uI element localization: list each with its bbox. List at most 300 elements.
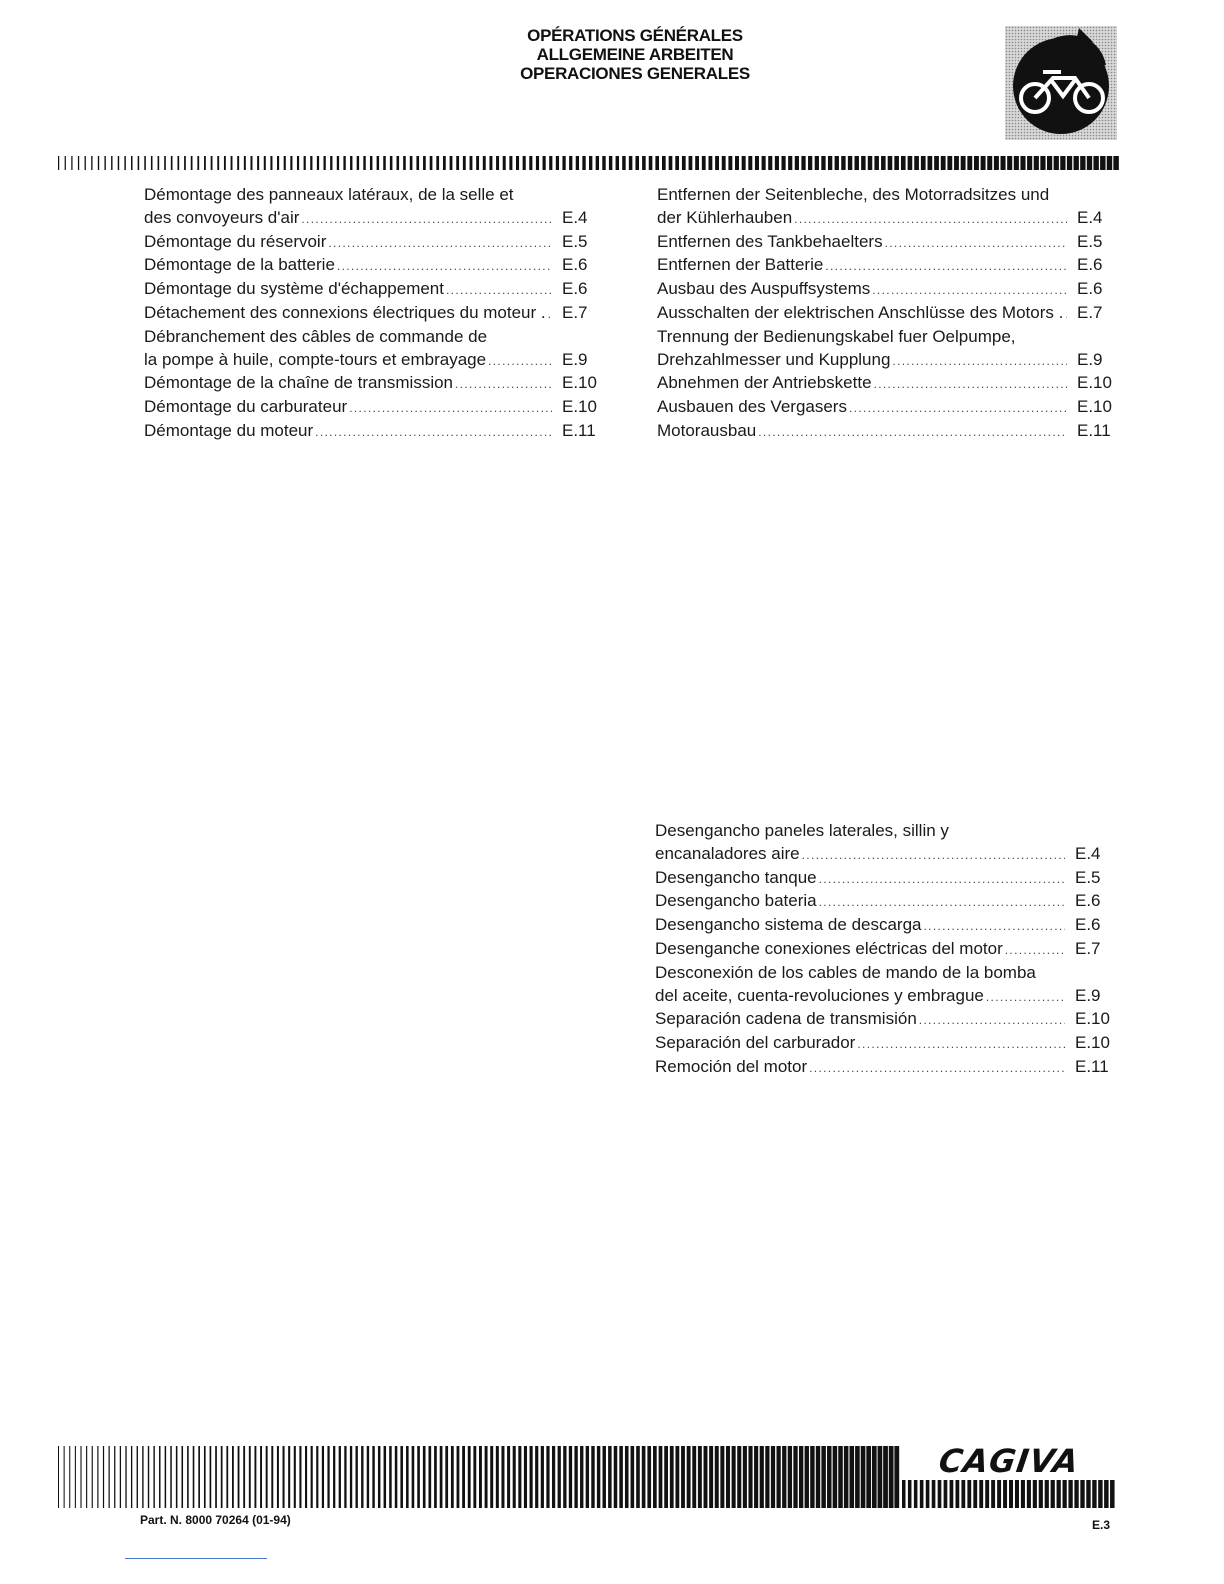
toc-entry-title: Desengancho tanque [655, 867, 817, 887]
toc-entry-line [655, 1056, 1121, 1080]
barcode-bar [681, 1446, 685, 1508]
barcode-bar [562, 156, 565, 170]
barcode-bar [204, 156, 206, 170]
barcode-bar [490, 1446, 493, 1508]
barcode-bar [821, 1446, 825, 1508]
barcode-bar [445, 1446, 448, 1508]
barcode-bar [244, 156, 246, 170]
barcode-bar [622, 156, 626, 170]
barcode-bar [586, 1446, 589, 1508]
barcode-bar [535, 1446, 538, 1508]
toc-entry-line [655, 1032, 1121, 1056]
toc-entry-line [657, 207, 1123, 231]
barcode-bar [284, 156, 286, 170]
toc-entry-title: der Kühlerhauben [657, 207, 793, 227]
toc-entry-page: E.7 [1075, 938, 1101, 958]
barcode-bar [243, 1446, 245, 1508]
toc-entry-page: E.7 [562, 302, 588, 322]
barcode-bar [994, 156, 999, 170]
dot-leader [885, 232, 1067, 255]
barcode-bar [921, 156, 926, 170]
barcode-bar [861, 1446, 866, 1508]
barcode-bar [69, 1446, 70, 1508]
dot-leader [315, 421, 552, 444]
barcode-bar [743, 1446, 747, 1508]
toc-entry-line [655, 985, 1121, 1009]
barcode-bar [92, 1446, 93, 1508]
barcode-bar [775, 156, 779, 170]
toc-entry [655, 1056, 1121, 1080]
barcode-bar [434, 1446, 437, 1508]
barcode-bar [558, 1446, 561, 1508]
barcode-bar [524, 1446, 527, 1508]
barcode-bar [58, 1446, 59, 1508]
barcode-bar [974, 156, 979, 170]
barcode-bar [485, 1446, 488, 1508]
barcode-bar [65, 156, 66, 170]
toc-entry-title: Entfernen der Seitenbleche, des Motorradsitzes und [657, 185, 1050, 204]
barcode-bar [702, 156, 706, 170]
dot-leader [328, 232, 552, 255]
barcode-bar [608, 1446, 612, 1508]
barcode-bar [288, 1446, 290, 1508]
barcode-bar [715, 156, 719, 170]
barcode-bar [908, 156, 913, 170]
toc-entry-title: Démontage du moteur [144, 420, 314, 440]
barcode-bar [238, 1446, 240, 1508]
barcode-bar [878, 1446, 883, 1508]
barcode-bar [609, 156, 612, 170]
toc-entry [657, 231, 1123, 255]
barcode-bar [926, 1480, 930, 1508]
toc-entry-line [657, 420, 1123, 444]
barcode-bar [625, 1446, 629, 1508]
barcode-bar [872, 1446, 877, 1508]
barcode-bar [709, 1446, 713, 1508]
barcode-bar [801, 156, 805, 170]
toc-entry-title: Abnehmen der Antriebskette [657, 373, 872, 393]
toc-entry-title: Démontage du réservoir [144, 231, 327, 251]
barcode-bar [290, 156, 292, 170]
barcode-bar [440, 1446, 443, 1508]
toc-entry-line [657, 254, 1123, 278]
barcode-bar [956, 1480, 960, 1508]
barcode-bar [327, 1446, 329, 1508]
barcode-bar [356, 1446, 358, 1508]
barcode-bar [1074, 156, 1079, 170]
toc-entry-page: E.9 [562, 349, 588, 369]
toc-entry [655, 890, 1121, 914]
barcode-bar [808, 156, 812, 170]
barcode-bar [1014, 156, 1019, 170]
barcode-bar [967, 156, 972, 170]
barcode-bar [138, 156, 140, 170]
barcode-bar [726, 1446, 730, 1508]
barcode-bar [1086, 1480, 1090, 1508]
barcode-bar [883, 1446, 888, 1508]
toc-entry-title: Démontage du carburateur [144, 397, 348, 417]
barcode-bar [675, 156, 679, 170]
barcode-bar [619, 1446, 623, 1508]
toc-entry-page: E.11 [1075, 1056, 1109, 1076]
barcode-bar [1007, 156, 1012, 170]
barcode-bar [496, 156, 499, 170]
barcode-bar [748, 156, 752, 170]
toc-entry-page: E.10 [1075, 1009, 1110, 1029]
barcode-bar [1027, 1480, 1031, 1508]
toc-entry-line [144, 372, 608, 396]
barcode-bar [1107, 156, 1112, 170]
barcode-bar [125, 1446, 126, 1508]
toc-entry-title: Drehzahlmesser und Kupplung [657, 349, 891, 369]
barcode-bar [322, 1446, 324, 1508]
barcode-bar [75, 1446, 76, 1508]
barcode-bar [1074, 1480, 1078, 1508]
toc-entry-title: Ausbau des Auspuffsystems [657, 279, 871, 299]
barcode-bar [317, 156, 319, 170]
toc-entry [655, 938, 1121, 962]
toc-entry-line [655, 914, 1121, 938]
barcode-bar [151, 156, 153, 170]
barcode-bar [237, 156, 239, 170]
toc-entry [144, 326, 608, 373]
barcode-bar [187, 1446, 189, 1508]
dot-leader [455, 373, 552, 396]
barcode-bar [944, 1480, 948, 1508]
page-header [400, 26, 870, 83]
toc-entry-title: Débranchement des câbles de commande de [144, 326, 488, 346]
toc-entry-page: E.6 [1077, 279, 1103, 299]
barcode-bar [1098, 1480, 1102, 1508]
toc-entry-line [655, 938, 1121, 962]
barcode-bar [153, 1446, 154, 1508]
toc-entry-line [657, 278, 1123, 302]
barcode-bar [406, 1446, 409, 1508]
barcode-bar [704, 1446, 708, 1508]
toc-entry [655, 962, 1121, 1009]
barcode-bar [985, 1480, 989, 1508]
barcode-bar [582, 156, 585, 170]
barcode-bar [838, 1446, 843, 1508]
barcode-bar [987, 156, 992, 170]
barcode-bar [311, 1446, 313, 1508]
barcode-bar [961, 1480, 965, 1508]
barcode-bar [144, 156, 146, 170]
barcode-bar [181, 1446, 183, 1508]
barcode-bar [735, 156, 739, 170]
barcode-bar [210, 1446, 212, 1508]
barcode-bar [649, 156, 653, 170]
barcode-bar [428, 1446, 431, 1508]
barcode-bar [124, 156, 125, 170]
barcode-bar [513, 1446, 516, 1508]
barcode-bar [412, 1446, 415, 1508]
barcode-bar [270, 156, 272, 170]
barcode-bar [546, 1446, 549, 1508]
barcode-bar [277, 156, 279, 170]
barcode-bar [1060, 156, 1065, 170]
barcode-bar [815, 156, 819, 170]
barcode-bar [1087, 156, 1092, 170]
barcode-bar [224, 156, 226, 170]
barcode-bar [479, 1446, 482, 1508]
toc-entry-title: Entfernen der Batterie [657, 255, 824, 275]
toc-entry [144, 184, 608, 231]
barcode-bar [109, 1446, 110, 1508]
barcode-bar [602, 156, 605, 170]
barcode-bar [715, 1446, 719, 1508]
dot-leader [488, 350, 552, 373]
barcode-bar [310, 156, 312, 170]
barcode-bar [689, 156, 693, 170]
dot-leader [758, 421, 1067, 444]
barcode-bar [708, 156, 712, 170]
barcode-bar [1039, 1480, 1043, 1508]
barcode-bar [271, 1446, 273, 1508]
barcode-bar [260, 1446, 262, 1508]
barcode-bar [768, 156, 772, 170]
barcode-bar [732, 1446, 736, 1508]
toc-entry-page: E.4 [562, 207, 588, 227]
logo-barcode [902, 1480, 1116, 1508]
barcode-bar [614, 1446, 618, 1508]
barcode-bar [855, 156, 859, 170]
barcode-bar [283, 1446, 285, 1508]
barcode-bar [80, 1446, 81, 1508]
toc-entry-page: E.10 [562, 373, 597, 393]
dot-leader [548, 303, 552, 326]
barcode-bar [894, 1446, 899, 1508]
barcode-bar [304, 156, 306, 170]
barcode-bar [833, 1446, 838, 1508]
barcode-bar [889, 1446, 894, 1508]
barcode-bar [728, 156, 732, 170]
barcode-bar [1068, 1480, 1072, 1508]
toc-entry-line [144, 302, 608, 326]
barcode-bar [569, 1446, 572, 1508]
toc-entry-line [655, 843, 1121, 867]
barcode-bar [932, 1480, 936, 1508]
barcode-bar [483, 156, 486, 170]
barcode-bar [647, 1446, 651, 1508]
barcode-bar [450, 156, 453, 170]
barcode-bar [330, 156, 332, 170]
barcode-bar [881, 156, 886, 170]
barcode-bar [655, 156, 659, 170]
barcode-bar [501, 1446, 504, 1508]
toc-entry [657, 326, 1123, 373]
barcode-bar [443, 156, 446, 170]
barcode-bar [232, 1446, 234, 1508]
toc-entry-line [144, 231, 608, 255]
barcode-bar [737, 1446, 741, 1508]
barcode-bar [861, 156, 865, 170]
barcode-bar [451, 1446, 454, 1508]
toc-entry-line [655, 890, 1121, 914]
barcode-bar [1113, 156, 1119, 170]
barcode-bar [370, 156, 372, 170]
barcode-bar [137, 1446, 138, 1508]
barcode-bar [914, 156, 919, 170]
toc-entry-line [144, 420, 608, 444]
barcode-bar [1092, 1480, 1096, 1508]
dot-leader [849, 397, 1067, 420]
toc-entry [655, 820, 1121, 867]
toc-entry [144, 372, 608, 396]
barcode-bar [591, 1446, 594, 1508]
toc-entry [655, 1032, 1121, 1056]
dot-leader [301, 208, 552, 231]
toc-german [657, 184, 1123, 444]
barcode-bar [489, 156, 492, 170]
barcode-bar [629, 156, 633, 170]
barcode-bar [874, 156, 879, 170]
barcode-bar [1057, 1480, 1061, 1508]
barcode-bar [1033, 1480, 1037, 1508]
toc-entry-page: E.6 [562, 255, 588, 275]
footer-barcode [58, 1446, 900, 1508]
motorcycle-removal-icon [1005, 26, 1117, 140]
barcode-bar [771, 1446, 775, 1508]
barcode-bar [71, 156, 72, 170]
barcode-bar [417, 1446, 420, 1508]
toc-entry [657, 278, 1123, 302]
barcode-bar [788, 1446, 792, 1508]
barcode-bar [580, 1446, 583, 1508]
top-barcode-strip [58, 156, 1120, 170]
barcode-bar [249, 1446, 251, 1508]
barcode-bar [215, 1446, 217, 1508]
barcode-bar [1034, 156, 1039, 170]
barcode-bar [1067, 156, 1072, 170]
barcode-bar [305, 1446, 307, 1508]
barcode-bar [1110, 1480, 1115, 1508]
toc-entry-line [657, 372, 1123, 396]
barcode-bar [1063, 1480, 1067, 1508]
toc-entry-page: E.10 [1077, 397, 1112, 417]
barcode-bar [350, 1446, 352, 1508]
barcode-bar [563, 1446, 566, 1508]
toc-entry-page: E.10 [1075, 1033, 1110, 1053]
title-german: ALLGEMEINE ARBEITEN [536, 45, 734, 64]
barcode-bar [131, 1446, 132, 1508]
barcode-bar [193, 1446, 195, 1508]
barcode-bar [742, 156, 746, 170]
barcode-bar [979, 1480, 983, 1508]
toc-entry-title: Desengancho sistema de descarga [655, 915, 922, 935]
toc-entry-page: E.9 [1075, 985, 1101, 1005]
barcode-bar [98, 156, 99, 170]
barcode-bar [642, 1446, 646, 1508]
barcode-bar [384, 1446, 386, 1508]
toc-entry-title: Démontage de la batterie [144, 255, 335, 275]
barcode-bar [436, 156, 439, 170]
toc-entry [144, 302, 608, 326]
barcode-bar [596, 156, 599, 170]
toc-entry-title: encanaladores aire [655, 843, 800, 863]
toc-entry-line [144, 207, 608, 231]
barcode-bar [549, 156, 552, 170]
toc-entry-line-continued [655, 820, 1121, 843]
barcode-bar [938, 1480, 942, 1508]
barcode-bar [844, 1446, 849, 1508]
barcode-bar [299, 1446, 301, 1508]
barcode-bar [367, 1446, 369, 1508]
barcode-bar [114, 1446, 115, 1508]
toc-entry-page: E.10 [1077, 373, 1112, 393]
barcode-bar [722, 156, 726, 170]
dot-leader [892, 350, 1067, 373]
barcode-bar [866, 1446, 871, 1508]
barcode-bar [1020, 156, 1025, 170]
barcode-bar [171, 156, 173, 170]
barcode-bar [805, 1446, 809, 1508]
barcode-bar [991, 1480, 995, 1508]
barcode-bar [85, 156, 86, 170]
toc-entry-line [655, 1008, 1121, 1032]
barcode-bar [377, 156, 380, 170]
barcode-bar [337, 156, 339, 170]
toc-entry-line [144, 278, 608, 302]
barcode-bar [430, 156, 433, 170]
barcode-bar [221, 1446, 223, 1508]
barcode-bar [997, 1480, 1001, 1508]
toc-entry [144, 420, 608, 444]
dot-leader [874, 373, 1067, 396]
barcode-bar [777, 1446, 781, 1508]
barcode-bar [294, 1446, 296, 1508]
barcode-bar [103, 1446, 104, 1508]
barcode-bar [357, 156, 359, 170]
toc-entry-title: Démontage de la chaîne de transmission [144, 373, 454, 393]
barcode-bar [973, 1480, 977, 1508]
toc-entry-page: E.6 [1077, 255, 1103, 275]
barcode-bar [967, 1480, 971, 1508]
cagiva-logo: CAGIVA [936, 1442, 1082, 1480]
barcode-bar [698, 1446, 702, 1508]
barcode-bar [78, 156, 79, 170]
barcode-bar [941, 156, 946, 170]
barcode-bar [1040, 156, 1045, 170]
dot-leader [794, 208, 1067, 231]
barcode-bar [536, 156, 539, 170]
barcode-bar [1003, 1480, 1007, 1508]
barcode-bar [250, 156, 252, 170]
barcode-bar [204, 1446, 206, 1508]
barcode-bar [765, 1446, 769, 1508]
barcode-bar [848, 156, 852, 170]
barcode-bar [91, 156, 92, 170]
dot-leader [857, 1033, 1065, 1056]
barcode-bar [799, 1446, 803, 1508]
barcode-bar [901, 156, 906, 170]
barcode-bar [754, 1446, 758, 1508]
barcode-bar [1051, 1480, 1055, 1508]
barcode-bar [1080, 156, 1085, 170]
barcode-bar [868, 156, 873, 170]
barcode-bar [198, 1446, 200, 1508]
barcode-bar [760, 1446, 764, 1508]
barcode-bar [226, 1446, 228, 1508]
toc-entry-line [657, 231, 1123, 255]
barcode-bar [86, 1446, 87, 1508]
barcode-bar [841, 156, 845, 170]
barcode-bar [529, 156, 532, 170]
barcode-bar [518, 1446, 521, 1508]
toc-entry-page: E.4 [1077, 207, 1103, 227]
barcode-bar [339, 1446, 341, 1508]
barcode-bar [363, 156, 365, 170]
